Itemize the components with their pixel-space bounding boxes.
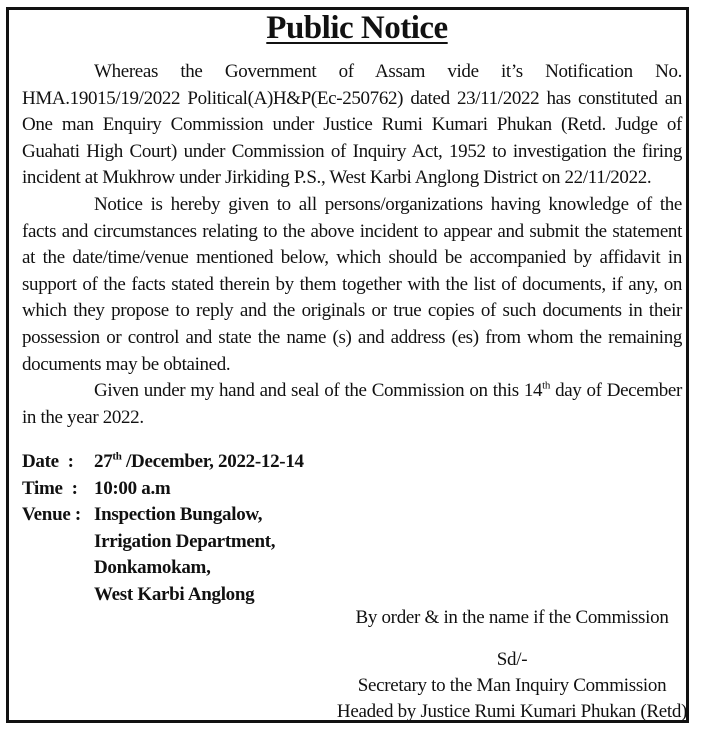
venue-row <box>22 502 304 608</box>
order-line: By order & in the name if the Commission <box>355 607 669 628</box>
notice-body <box>22 59 682 431</box>
time-label: Time : <box>22 477 78 499</box>
date-value: 27th /December, 2022-12-14 <box>94 450 304 472</box>
secretary-title: Secretary to the Man Inquiry Commission <box>357 675 667 696</box>
venue-line: Donkamokam, <box>94 557 211 579</box>
paragraph-notice-given: Notice is hereby given to all persons/organizations having knowledge of the facts and circumstances relating to the above incident to appear and submit the statement at the date/time/venue mentioned below, which should be accompanied by affidavit in support of the facts stated therein by them together with the list of documents, if any, on which they propose to reply and the originals or true copies of such documents in their possession or control and state the name (s) and address (es) from whom the remaining documents may be obtained. <box>22 193 682 375</box>
time-row <box>22 476 304 503</box>
venue-address <box>94 502 275 608</box>
notice-title: Public Notice <box>266 10 448 46</box>
venue-line: Inspection Bungalow, <box>94 504 263 526</box>
paragraph-notification: Whereas the Government of Assam vide it’s Notification No. HMA.19015/19/2022 Political(A)H&P(Ec-250762) dated 23/11/2022 has constituted an One man Enquiry Commission under Justice Rumi Kumari Phukan (Retd. Judge of Guahati High Court) under Commission of Inquiry Act, 1952 to investigation the firing incident at Mukhrow under Jirkiding P.S., West Karbi Anglong District on 22/11/2022. <box>22 61 682 189</box>
venue-line: Irrigation Department, <box>94 530 276 552</box>
hearing-details <box>22 449 304 609</box>
time-value: 10:00 a.m <box>94 477 171 499</box>
date-row <box>22 449 304 476</box>
headed-by-line: Headed by Justice Rumi Kumari Phukan (Retd) <box>336 701 688 722</box>
venue-label: Venue : <box>22 504 81 526</box>
venue-line: West Karbi Anglong <box>94 583 255 605</box>
date-label: Date : <box>22 451 74 472</box>
signed-mark: Sd/- <box>496 649 528 670</box>
paragraph-given-under-hand: Given under my hand and seal of the Commission on this 14th day of December in the year 2022. <box>22 379 682 428</box>
